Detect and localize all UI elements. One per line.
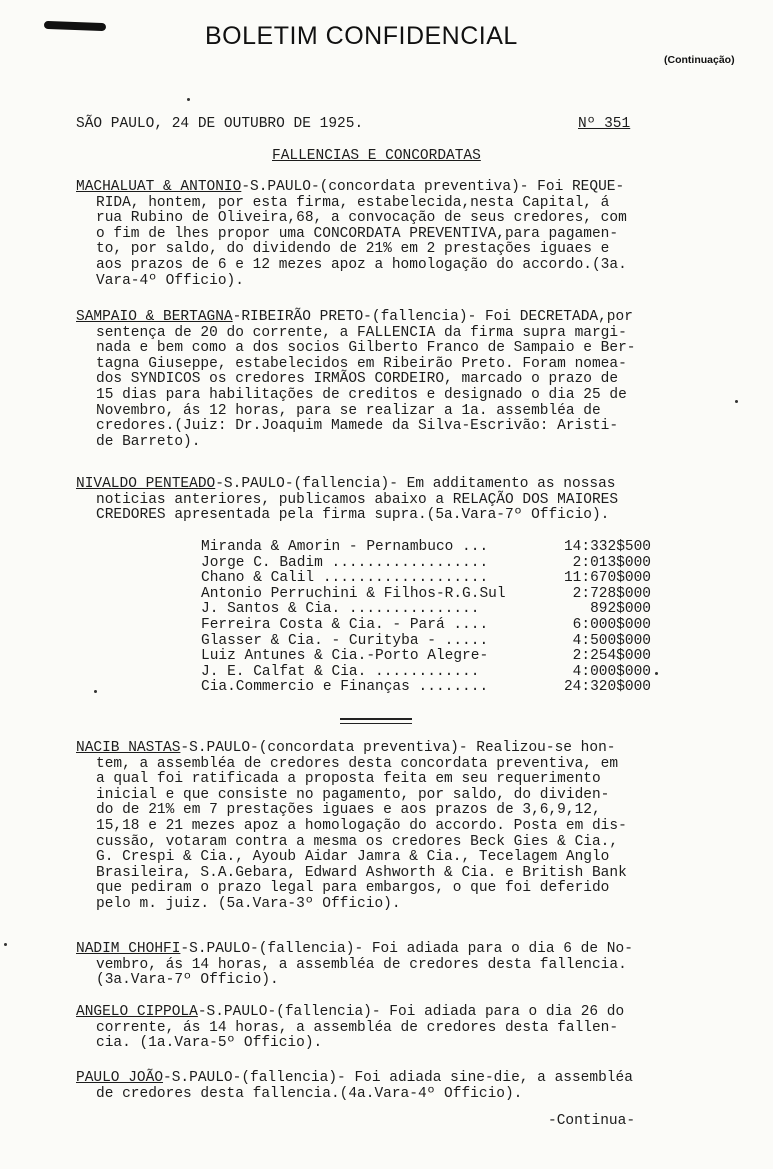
entry-line: o fim de lhes propor uma CONCORDATA PREVENTIVA,para pagamen-: [96, 225, 619, 242]
entry-line: 15 dias para habilitações de creditos e designado o dia 25 de: [96, 386, 627, 403]
entry-line: que pediram o prazo legal para embargos, o que foi deferido: [96, 880, 610, 897]
creditor-row: [201, 680, 651, 696]
creditor-amount: 2:013$000: [572, 554, 651, 571]
entry-text: -S.PAULO-(fallencia)- Foi adiada para o dia 6 de No-: [180, 941, 633, 957]
creditor-name: Luiz Antunes & Cia.-Porto Alegre-: [201, 648, 489, 665]
entry-line: tem, a assembléa de credores desta concordata preventiva, em: [96, 755, 619, 772]
entry-line: to, por saldo, do dividendo de 21% em 2 prestações iguaes e: [96, 241, 610, 258]
firm-name: SAMPAIO & BERTAGNA: [76, 309, 233, 325]
entry-first-line: [76, 1005, 688, 1021]
creditor-amount: 892$000: [590, 601, 651, 618]
creditor-amount: 4:500$000: [572, 632, 651, 649]
entry-first-line: [76, 180, 688, 196]
entry-line: tagna Giuseppe, estabelecidos em Ribeirão Preto. Foram nomea-: [96, 355, 627, 372]
creditor-row: [201, 556, 651, 572]
section-title: FALLENCIAS E CONCORDATAS: [272, 148, 481, 164]
entry-block: [76, 477, 688, 524]
entry-line: CREDORES apresentada pela firma supra.(5a.Vara-7º Officio).: [96, 507, 610, 524]
issue-number: Nº 351: [578, 116, 631, 132]
entry-block: [76, 1005, 688, 1052]
entry-text: -S.PAULO-(concordata preventiva)- Realizou-se hon-: [180, 740, 616, 756]
entry-line: credores.(Juiz: Dr.Joaquim Mamede da Silva-Escrivão: Aristi-: [96, 418, 619, 435]
entry-text: -S.PAULO-(fallencia)- Foi adiada sine-die, a assembléa: [163, 1070, 633, 1086]
creditor-amount: 2:254$000: [572, 648, 651, 665]
entry-first-line: [76, 942, 688, 958]
creditors-list: [201, 540, 651, 696]
entry-line: de credores desta fallencia.(4a.Vara-4º Officio).: [96, 1085, 523, 1102]
creditor-row: [201, 634, 651, 650]
entry-line: dos SYNDICOS os credores IRMÃOS CORDEIRO, marcado o prazo de: [96, 371, 619, 388]
entry-block: [76, 310, 688, 450]
creditor-row: [201, 618, 651, 634]
entry-block: [76, 1071, 688, 1102]
entry-line: vembro, ás 14 horas, a assembléa de credores desta fallencia.: [96, 956, 627, 973]
creditor-name: Jorge C. Badim ..................: [201, 554, 489, 571]
entry-line: noticias anteriores, publicamos abaixo a RELAÇÃO DOS MAIORES: [96, 491, 619, 508]
creditor-name: Antonio Perruchini & Filhos-R.G.Sul: [201, 585, 506, 602]
entry-first-line: [76, 477, 688, 493]
creditor-amount: 11:670$000: [563, 570, 651, 587]
entry-line: (3a.Vara-7º Officio).: [96, 972, 279, 989]
entry-line: pelo m. juiz. (5a.Vara-3º Officio).: [96, 895, 401, 912]
continua-label: -Continua-: [548, 1113, 636, 1129]
firm-name: NIVALDO PENTEADO: [76, 476, 216, 492]
dateline: SÃO PAULO, 24 DE OUTUBRO DE 1925.: [76, 116, 364, 132]
entry-line: 15,18 e 21 mezes apoz a homologação do accordo. Posta em dis-: [96, 817, 627, 834]
ink-speck: [735, 400, 738, 403]
entry-line: aos prazos de 6 e 12 mezes apoz a homologação do accordo.(3a.: [96, 256, 627, 273]
firm-name: MACHALUAT & ANTONIO: [76, 179, 242, 195]
creditor-row: [201, 602, 651, 618]
firm-name: NADIM CHOHFI: [76, 941, 181, 957]
creditor-row: [201, 649, 651, 665]
continuation-label: (Continuação): [664, 54, 735, 66]
entry-line: corrente, ás 14 horas, a assembléa de credores desta fallen-: [96, 1019, 619, 1036]
firm-name: ANGELO CIPPOLA: [76, 1004, 198, 1020]
creditor-amount: 24:320$000: [563, 679, 651, 696]
entry-line: Vara-4º Officio).: [96, 272, 244, 289]
page-title: BOLETIM CONFIDENCIAL: [205, 22, 518, 50]
creditor-name: Miranda & Amorin - Pernambuco ...: [201, 539, 489, 555]
entry-line: sentença de 20 do corrente, a FALLENCIA da firma supra margi-: [96, 324, 627, 341]
entry-first-line: [76, 1071, 688, 1087]
section-divider: [340, 718, 412, 724]
ink-dash-mark: [44, 21, 106, 31]
entry-first-line: [76, 741, 688, 757]
creditor-amount: 6:000$000: [572, 616, 651, 633]
creditor-amount: 2:728$000: [572, 585, 651, 602]
entry-line: de Barreto).: [96, 433, 201, 450]
entry-text: -S.PAULO-(fallencia)- Foi adiada para o dia 26 do: [197, 1004, 625, 1020]
firm-name: NACIB NASTAS: [76, 740, 181, 756]
creditor-name: J. Santos & Cia. ...............: [201, 601, 480, 618]
creditor-name: J. E. Calfat & Cia. ............: [201, 663, 480, 680]
entry-text: -RIBEIRÃO PRETO-(fallencia)- Foi DECRETADA,por: [232, 309, 633, 325]
entry-line: a qual foi ratificada a proposta feita em seu requerimento: [96, 771, 601, 788]
entry-line: inicial e que consiste no pagamento, por saldo, do dividen-: [96, 786, 610, 803]
entry-line: nada e bem como a dos socios Gilberto Franco de Sampaio e Ber-: [96, 340, 636, 357]
entry-line: rua Rubino de Oliveira,68, a convocação de seus credores, com: [96, 210, 627, 227]
entry-line: Novembro, ás 12 horas, para se realizar a 1a. assembléa de: [96, 402, 601, 419]
entry-line: Brasileira, S.A.Gebara, Edward Ashworth & Cia. e British Bank: [96, 864, 627, 881]
creditor-name: Glasser & Cia. - Curityba - .....: [201, 632, 489, 649]
creditor-name: Chano & Calil ...................: [201, 570, 489, 587]
creditor-amount: 14:332$500: [563, 539, 651, 555]
entry-line: cia. (1a.Vara-5º Officio).: [96, 1035, 323, 1052]
ink-speck: [655, 672, 658, 675]
entry-block: [76, 942, 688, 989]
creditor-row: [201, 665, 651, 681]
entry-line: G. Crespi & Cia., Ayoub Aidar Jamra & Cia., Tecelagem Anglo: [96, 849, 610, 866]
entry-line: RIDA, hontem, por esta firma, estabelecida,nesta Capital, á: [96, 194, 610, 211]
creditor-name: Cia.Commercio e Finanças ........: [201, 679, 489, 696]
ink-speck: [94, 690, 97, 693]
creditor-row: [201, 540, 651, 556]
ink-speck: [4, 943, 7, 946]
ink-speck: [187, 98, 190, 101]
creditor-row: [201, 571, 651, 587]
entry-line: do de 21% em 7 prestações iguaes e aos prazos de 3,6,9,12,: [96, 802, 601, 819]
firm-name: PAULO JOÃO: [76, 1070, 164, 1086]
creditor-row: [201, 587, 651, 603]
entry-block: [76, 180, 688, 289]
entry-text: -S.PAULO-(fallencia)- Em additamento as nossas: [215, 476, 616, 492]
creditor-name: Ferreira Costa & Cia. - Pará ....: [201, 616, 489, 633]
entry-block: [76, 741, 688, 913]
entry-first-line: [76, 310, 688, 326]
entry-text: -S.PAULO-(concordata preventiva)- Foi REQUE-: [241, 179, 625, 195]
entry-line: cussão, votaram contra a mesma os credores Beck Gies & Cia.,: [96, 833, 619, 850]
creditor-amount: 4:000$000: [572, 663, 651, 680]
